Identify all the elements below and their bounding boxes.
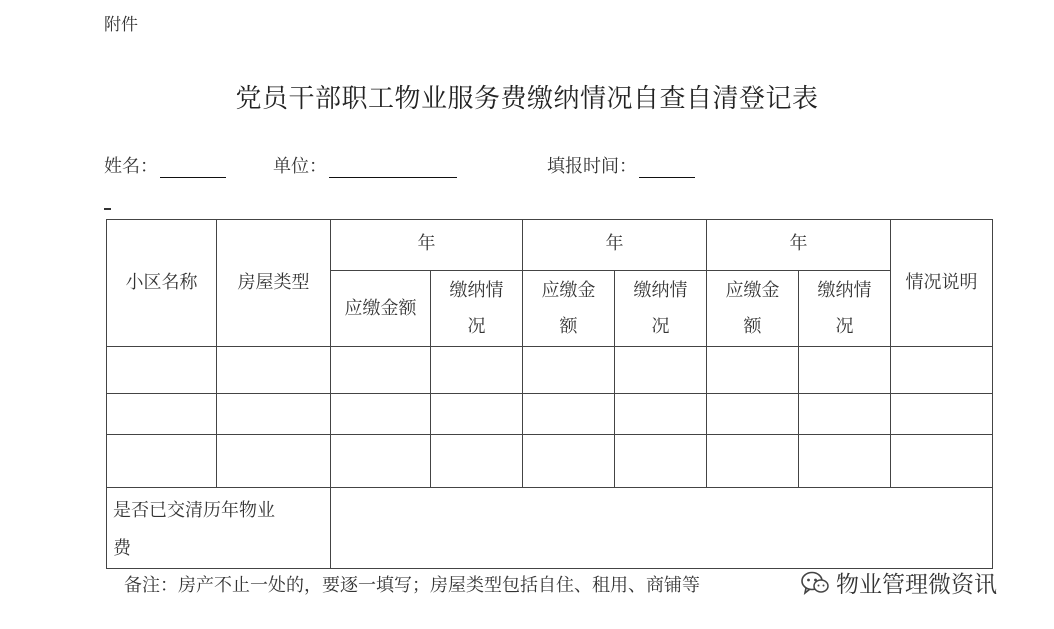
header-amount-due-3: 应缴金 额 xyxy=(707,271,799,347)
table-cell[interactable] xyxy=(523,394,615,435)
table-cell[interactable] xyxy=(707,347,799,394)
table-row xyxy=(107,435,993,488)
table-cell[interactable] xyxy=(615,394,707,435)
table-cell[interactable] xyxy=(799,347,891,394)
table-cell[interactable] xyxy=(799,435,891,488)
table-cell[interactable] xyxy=(331,435,431,488)
page-title: 党员干部职工物业服务费缴纳情况自查自清登记表 xyxy=(235,84,819,114)
registration-table xyxy=(106,219,993,569)
table-cell[interactable] xyxy=(431,435,523,488)
wechat-icon xyxy=(800,569,830,597)
watermark xyxy=(800,566,997,599)
watermark-text: 物业管理微资讯 xyxy=(836,572,997,598)
header-amount-due-2: 应缴金 额 xyxy=(523,271,615,347)
table-cell[interactable] xyxy=(799,394,891,435)
table-cell[interactable] xyxy=(615,435,707,488)
name-field xyxy=(104,152,226,178)
year-header-3: 年 xyxy=(707,220,891,271)
footer-answer-cell[interactable] xyxy=(331,488,993,569)
table-cell[interactable] xyxy=(891,347,993,394)
table-cell[interactable] xyxy=(107,347,217,394)
year-header-2: 年 xyxy=(523,220,707,271)
unit-field xyxy=(273,152,457,178)
date-label: 填报时间： xyxy=(547,156,637,177)
header-remarks: 情况说明 xyxy=(891,220,993,347)
table-cell[interactable] xyxy=(217,394,331,435)
table-row xyxy=(107,394,993,435)
name-blank[interactable] xyxy=(160,157,226,178)
table-cell[interactable] xyxy=(523,435,615,488)
attachment-label: 附件 xyxy=(104,15,138,35)
table-cell[interactable] xyxy=(107,435,217,488)
table-cell[interactable] xyxy=(107,394,217,435)
header-payment-1: 缴纳情 况 xyxy=(431,271,523,347)
header-community: 小区名称 xyxy=(107,220,217,347)
table-cell[interactable] xyxy=(431,394,523,435)
date-blank[interactable] xyxy=(639,157,695,178)
table-cell[interactable] xyxy=(217,347,331,394)
table-cell[interactable] xyxy=(217,435,331,488)
name-label: 姓名： xyxy=(104,156,158,177)
unit-label: 单位： xyxy=(273,156,327,177)
table-cell[interactable] xyxy=(523,347,615,394)
table-cell[interactable] xyxy=(891,394,993,435)
header-house-type: 房屋类型 xyxy=(217,220,331,347)
header-payment-2: 缴纳情 况 xyxy=(615,271,707,347)
dash-mark xyxy=(104,208,111,210)
table-cell[interactable] xyxy=(891,435,993,488)
date-field xyxy=(547,152,695,178)
table-cell[interactable] xyxy=(615,347,707,394)
unit-blank[interactable] xyxy=(329,157,457,178)
table-cell[interactable] xyxy=(707,435,799,488)
note-text: 备注：房产不止一处的，要逐一填写；房屋类型包括自住、租用、商铺等 xyxy=(124,575,700,596)
table-cell[interactable] xyxy=(431,347,523,394)
table-row xyxy=(107,347,993,394)
footer-question: 是否已交清历年物业 费 xyxy=(107,488,331,569)
year-header-1: 年 xyxy=(331,220,523,271)
table-cell[interactable] xyxy=(331,394,431,435)
table-cell[interactable] xyxy=(707,394,799,435)
table-cell[interactable] xyxy=(331,347,431,394)
header-payment-3: 缴纳情 况 xyxy=(799,271,891,347)
header-amount-due-1: 应缴金额 xyxy=(331,271,431,347)
